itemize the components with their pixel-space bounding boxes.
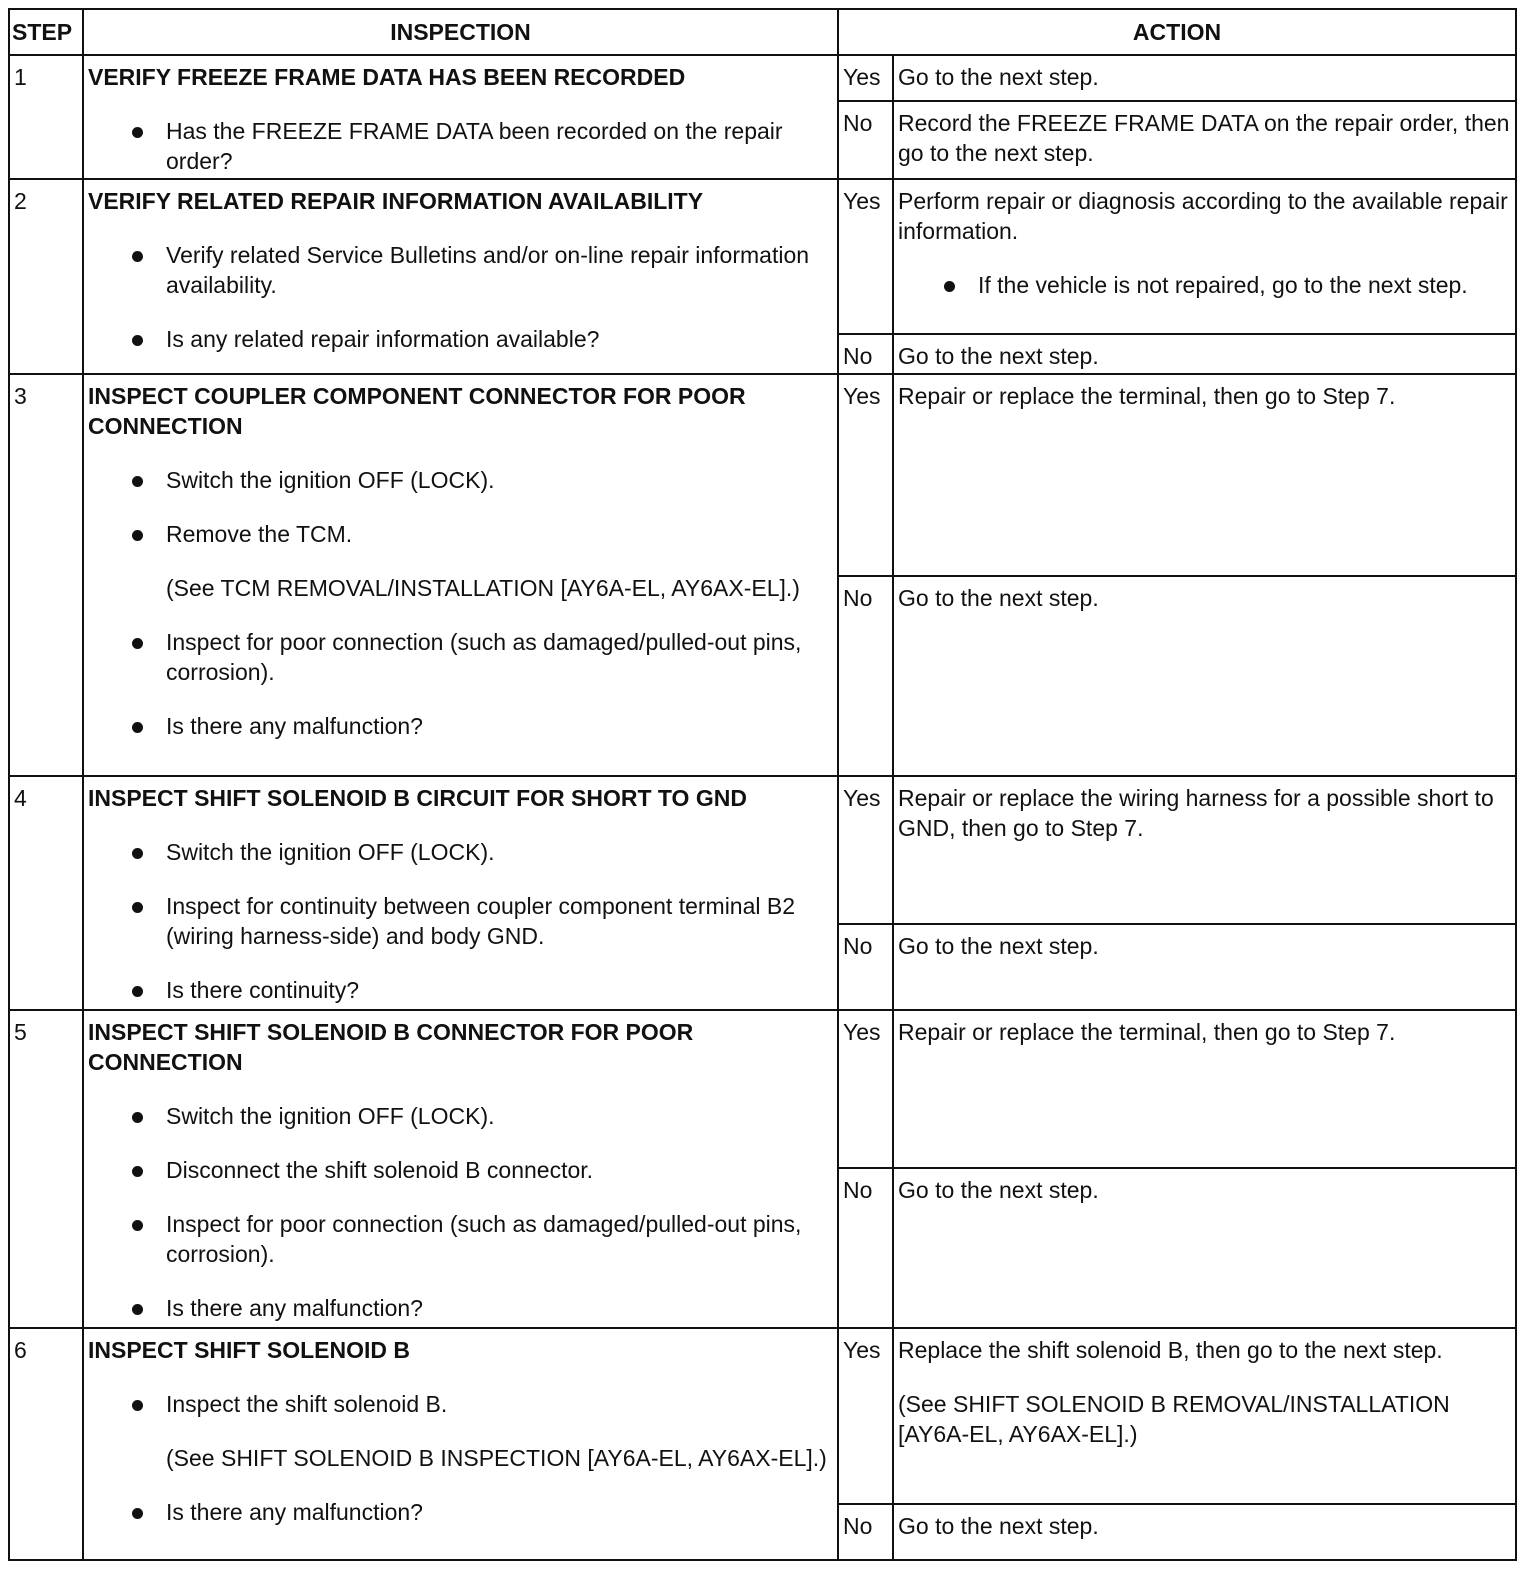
yes-action: Go to the next step. — [893, 55, 1516, 101]
yes-action: Repair or replace the wiring harness for a possible short to GND, then go to Step 7. — [893, 776, 1516, 924]
inspection-item: Is there continuity? — [88, 975, 833, 1005]
inspection-item: Inspect the shift solenoid B. — [88, 1389, 833, 1419]
inspection-cell — [83, 1328, 838, 1560]
yes-label: Yes — [838, 374, 893, 576]
yes-action: Repair or replace the terminal, then go to Step 7. — [893, 374, 1516, 576]
bullet-icon — [132, 251, 143, 262]
table-row — [9, 374, 1516, 576]
bullet-icon — [132, 1112, 143, 1123]
inspection-item: Switch the ignition OFF (LOCK). — [88, 465, 833, 495]
bullet-icon — [132, 127, 143, 138]
step-number: 2 — [9, 179, 83, 374]
diagnostic-table — [8, 8, 1517, 1561]
table-header-row — [9, 9, 1516, 55]
inspection-cell — [83, 55, 838, 179]
inspection-title: INSPECT SHIFT SOLENOID B — [88, 1337, 411, 1363]
header-inspection: INSPECTION — [83, 9, 838, 55]
yes-label: Yes — [838, 55, 893, 101]
bullet-icon — [132, 476, 143, 487]
table-row — [9, 776, 1516, 924]
table-row — [9, 1328, 1516, 1504]
inspection-title: INSPECT COUPLER COMPONENT CONNECTOR FOR POOR CONNECTION — [88, 383, 746, 439]
inspection-cell — [83, 179, 838, 374]
inspection-item: Has the FREEZE FRAME DATA been recorded on the repair order? — [88, 116, 833, 176]
yes-label: Yes — [838, 179, 893, 334]
no-action: Go to the next step. — [893, 924, 1516, 1010]
bullet-icon — [132, 530, 143, 541]
diagnostic-procedure — [8, 8, 1517, 1561]
table-row — [9, 179, 1516, 334]
yes-action: Repair or replace the terminal, then go to Step 7. — [893, 1010, 1516, 1168]
yes-action: Perform repair or diagnosis according to the available repair information. If the vehicle is not repaired, go to the next step. — [893, 179, 1516, 334]
yes-action: Replace the shift solenoid B, then go to the next step. (See SHIFT SOLENOID B REMOVAL/INSTALLATION [AY6A-EL, AY6AX-EL].) — [893, 1328, 1516, 1504]
step-number: 3 — [9, 374, 83, 776]
yes-label: Yes — [838, 776, 893, 924]
no-label: No — [838, 576, 893, 776]
step-number: 6 — [9, 1328, 83, 1560]
bullet-icon — [132, 1400, 143, 1411]
inspection-item: Remove the TCM. — [88, 519, 833, 549]
inspection-cell — [83, 1010, 838, 1328]
bullet-icon — [132, 848, 143, 859]
header-step: STEP — [9, 9, 83, 55]
inspection-title: INSPECT SHIFT SOLENOID B CONNECTOR FOR POOR CONNECTION — [88, 1019, 694, 1075]
inspection-item: Verify related Service Bulletins and/or on-line repair information availability. — [88, 240, 833, 300]
bullet-icon — [132, 638, 143, 649]
inspection-title: VERIFY FREEZE FRAME DATA HAS BEEN RECORDED — [88, 64, 686, 90]
action-item: If the vehicle is not repaired, go to the next step. — [898, 270, 1511, 300]
reference-note: (See SHIFT SOLENOID B INSPECTION [AY6A-EL, AY6AX-EL].) — [166, 1445, 827, 1471]
bullet-icon — [132, 1304, 143, 1315]
bullet-icon — [132, 1508, 143, 1519]
no-action: Record the FREEZE FRAME DATA on the repair order, then go to the next step. — [893, 101, 1516, 179]
yes-label: Yes — [838, 1010, 893, 1168]
bullet-icon — [132, 335, 143, 346]
inspection-item: Disconnect the shift solenoid B connector. — [88, 1155, 833, 1185]
inspection-item: Is there any malfunction? — [88, 711, 833, 741]
reference-note: (See TCM REMOVAL/INSTALLATION [AY6A-EL, AY6AX-EL].) — [166, 575, 800, 601]
inspection-cell — [83, 776, 838, 1010]
inspection-item: Is any related repair information available? — [88, 324, 833, 354]
inspection-item: Switch the ignition OFF (LOCK). — [88, 837, 833, 867]
no-action: Go to the next step. — [893, 1504, 1516, 1560]
inspection-item: Is there any malfunction? — [88, 1497, 833, 1527]
no-label: No — [838, 1504, 893, 1560]
bullet-icon — [944, 281, 955, 292]
inspection-title: VERIFY RELATED REPAIR INFORMATION AVAILABILITY — [88, 188, 704, 214]
bullet-icon — [132, 902, 143, 913]
no-label: No — [838, 924, 893, 1010]
inspection-item: Switch the ignition OFF (LOCK). — [88, 1101, 833, 1131]
table-row — [9, 55, 1516, 101]
no-label: No — [838, 101, 893, 179]
inspection-title: INSPECT SHIFT SOLENOID B CIRCUIT FOR SHORT TO GND — [88, 785, 747, 811]
step-number: 5 — [9, 1010, 83, 1328]
inspection-cell — [83, 374, 838, 776]
bullet-icon — [132, 722, 143, 733]
no-action: Go to the next step. — [893, 334, 1516, 374]
step-number: 1 — [9, 55, 83, 179]
inspection-item: Inspect for continuity between coupler component terminal B2 (wiring harness-side) and body GND. — [88, 891, 833, 951]
no-action: Go to the next step. — [893, 576, 1516, 776]
step-number: 4 — [9, 776, 83, 1010]
yes-label: Yes — [838, 1328, 893, 1504]
bullet-icon — [132, 1220, 143, 1231]
no-action: Go to the next step. — [893, 1168, 1516, 1328]
no-label: No — [838, 1168, 893, 1328]
inspection-item: Is there any malfunction? — [88, 1293, 833, 1323]
no-label: No — [838, 334, 893, 374]
table-row — [9, 1010, 1516, 1168]
inspection-item: Inspect for poor connection (such as damaged/pulled-out pins, corrosion). — [88, 1209, 833, 1269]
bullet-icon — [132, 1166, 143, 1177]
inspection-item: Inspect for poor connection (such as damaged/pulled-out pins, corrosion). — [88, 627, 833, 687]
header-action: ACTION — [838, 9, 1516, 55]
reference-note: (See SHIFT SOLENOID B REMOVAL/INSTALLATION [AY6A-EL, AY6AX-EL].) — [898, 1391, 1450, 1447]
bullet-icon — [132, 986, 143, 997]
